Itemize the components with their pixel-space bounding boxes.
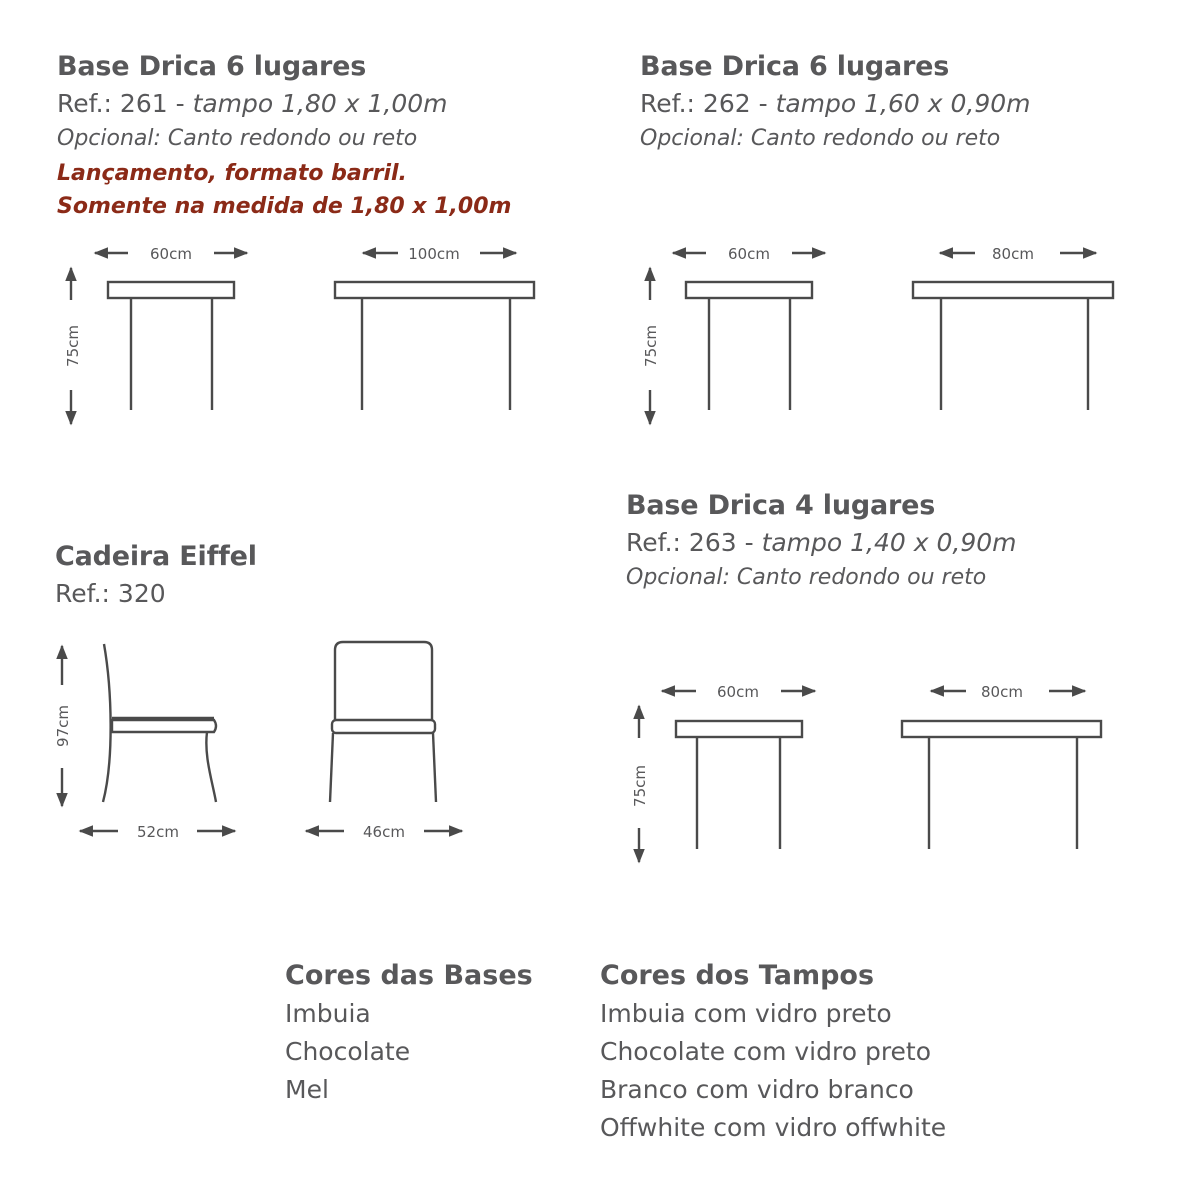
product-262-title: Base Drica 6 lugares xyxy=(640,51,950,82)
base-color-item: Chocolate xyxy=(285,1037,411,1066)
table-262-height-label: 75cm xyxy=(642,325,660,367)
chair-depth-label: 52cm xyxy=(137,823,179,841)
table-262-width-label: 80cm xyxy=(992,245,1034,263)
chair-front-view xyxy=(330,642,436,802)
table-261-side-view xyxy=(108,282,234,410)
product-261-optional: Opcional: Canto redondo ou reto xyxy=(57,126,418,151)
chair-ref: Ref.: 320 xyxy=(55,579,166,608)
product-263-title: Base Drica 4 lugares xyxy=(626,490,936,521)
top-color-item: Chocolate com vidro preto xyxy=(600,1037,932,1066)
table-262-side-view xyxy=(686,282,812,410)
table-263-width-label: 80cm xyxy=(981,683,1023,701)
top-color-item: Imbuia com vidro preto xyxy=(600,999,892,1028)
product-261-title: Base Drica 6 lugares xyxy=(57,51,367,82)
product-261-highlight-1: Lançamento, formato barril. xyxy=(57,161,407,186)
product-261-ref-code: Ref.: 261 - xyxy=(57,89,193,118)
product-262-ref-code: Ref.: 262 - xyxy=(640,89,776,118)
product-261-ref-size: tampo 1,80 x 1,00m xyxy=(192,89,448,118)
chair-title: Cadeira Eiffel xyxy=(55,541,257,572)
chair-height-label: 97cm xyxy=(54,705,72,747)
chair-side-view xyxy=(103,644,216,802)
base-colors-title: Cores das Bases xyxy=(285,960,533,991)
table-263-depth-label: 60cm xyxy=(717,683,759,701)
top-color-item: Branco com vidro branco xyxy=(600,1075,914,1104)
top-colors-title: Cores dos Tampos xyxy=(600,960,875,991)
table-261-front-view xyxy=(335,282,534,410)
table-262-front-view xyxy=(913,282,1113,410)
table-261-width-label: 100cm xyxy=(408,245,460,263)
product-263-ref-code: Ref.: 263 - xyxy=(626,528,762,557)
base-color-item: Mel xyxy=(285,1075,329,1104)
chair-width-label: 46cm xyxy=(363,823,405,841)
product-263-optional: Opcional: Canto redondo ou reto xyxy=(626,565,987,590)
base-color-item: Imbuia xyxy=(285,999,371,1028)
product-263-ref-size: tampo 1,40 x 0,90m xyxy=(761,528,1017,557)
product-262-optional: Opcional: Canto redondo ou reto xyxy=(640,126,1001,151)
table-262-depth-label: 60cm xyxy=(728,245,770,263)
table-263-height-label: 75cm xyxy=(631,765,649,807)
product-261-highlight-2: Somente na medida de 1,80 x 1,00m xyxy=(57,194,512,219)
top-color-item: Offwhite com vidro offwhite xyxy=(600,1113,947,1142)
table-261-depth-label: 60cm xyxy=(150,245,192,263)
table-261-height-label: 75cm xyxy=(64,325,82,367)
table-263-front-view xyxy=(902,721,1101,849)
table-263-side-view xyxy=(676,721,802,849)
product-262-ref-size: tampo 1,60 x 0,90m xyxy=(775,89,1031,118)
